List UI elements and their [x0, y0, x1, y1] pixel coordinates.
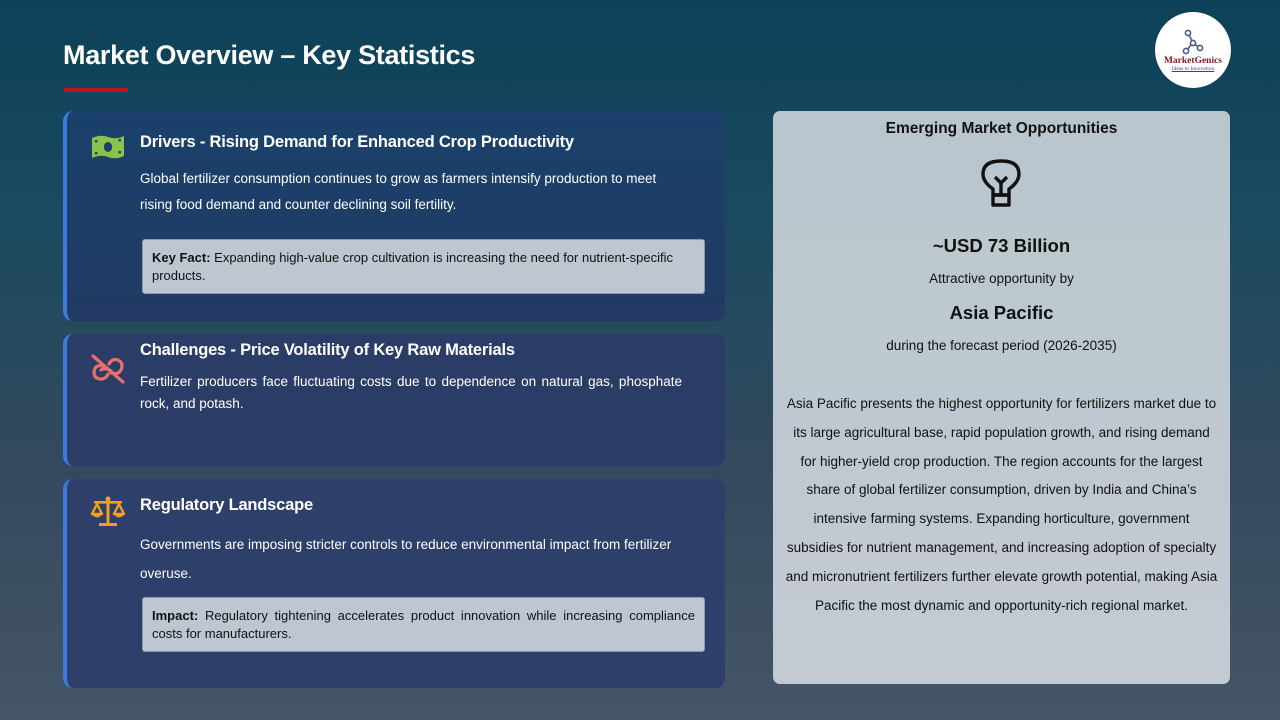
- lightbulb-icon: [979, 157, 1023, 211]
- money-bill-icon: [89, 130, 127, 164]
- key-fact-box: [142, 239, 705, 294]
- drivers-title: Drivers - Rising Demand for Enhanced Crop Productivity: [140, 133, 574, 151]
- key-fact-text: Expanding high-value crop cultivation is increasing the need for nutrient-specific products.: [152, 250, 674, 283]
- opportunity-panel: [773, 111, 1230, 684]
- opportunity-heading: Emerging Market Opportunities: [885, 120, 1118, 137]
- challenges-title: Challenges - Price Volatility of Key Raw Materials: [140, 341, 515, 359]
- opportunity-value: ~USD 73 Billion: [932, 235, 1071, 256]
- challenges-card: [63, 334, 725, 466]
- impact-label: Impact:: [152, 608, 199, 623]
- challenges-body: Fertilizer producers face fluctuating costs due to dependence on natural gas, phosphate rock, and potash.: [140, 374, 682, 411]
- impact-box: [142, 597, 705, 652]
- opportunity-description: Asia Pacific presents the highest opportunity for fertilizers market due to its large agricultural base, rapid population growth, and rising demand for higher-yield crop production. The region accounts for the largest share of global fertilizer consumption, driven by India and China’s intensive farming systems. Expanding horticulture, government subsidies for nutrient management, and increasing adoption of specialty and micronutrient fertilizers further elevate growth potential, making Asia Pacific the most dynamic and opportunity-rich regional market.: [785, 396, 1218, 613]
- molecule-icon: [1181, 29, 1205, 55]
- logo-tagline: Ideas to Innovation: [1171, 66, 1215, 72]
- company-logo: [1155, 12, 1231, 88]
- drivers-body: Global fertilizer consumption continues to grow as farmers intensify production to meet rising food demand and counter declining soil fertility.: [140, 171, 657, 212]
- opportunity-subtitle: Attractive opportunity by: [929, 271, 1074, 286]
- drivers-card: [63, 111, 725, 321]
- regulatory-body: Governments are imposing stricter controls to reduce environmental impact from fertilizer overuse.: [140, 537, 672, 581]
- regulatory-card: [63, 479, 725, 688]
- page-title: Market Overview – Key Statistics: [63, 40, 476, 70]
- regulatory-title: Regulatory Landscape: [140, 496, 313, 514]
- scales-icon: [89, 495, 127, 529]
- forecast-period: during the forecast period (2026-2035): [886, 338, 1117, 353]
- impact-text: Regulatory tightening accelerates product innovation while increasing compliance costs for manufacturers.: [152, 608, 695, 641]
- key-fact-label: Key Fact:: [152, 250, 211, 265]
- title-underline: [64, 88, 128, 92]
- logo-name: MarketGenics: [1163, 56, 1223, 66]
- broken-link-icon: [89, 352, 127, 386]
- opportunity-region: Asia Pacific: [949, 302, 1054, 323]
